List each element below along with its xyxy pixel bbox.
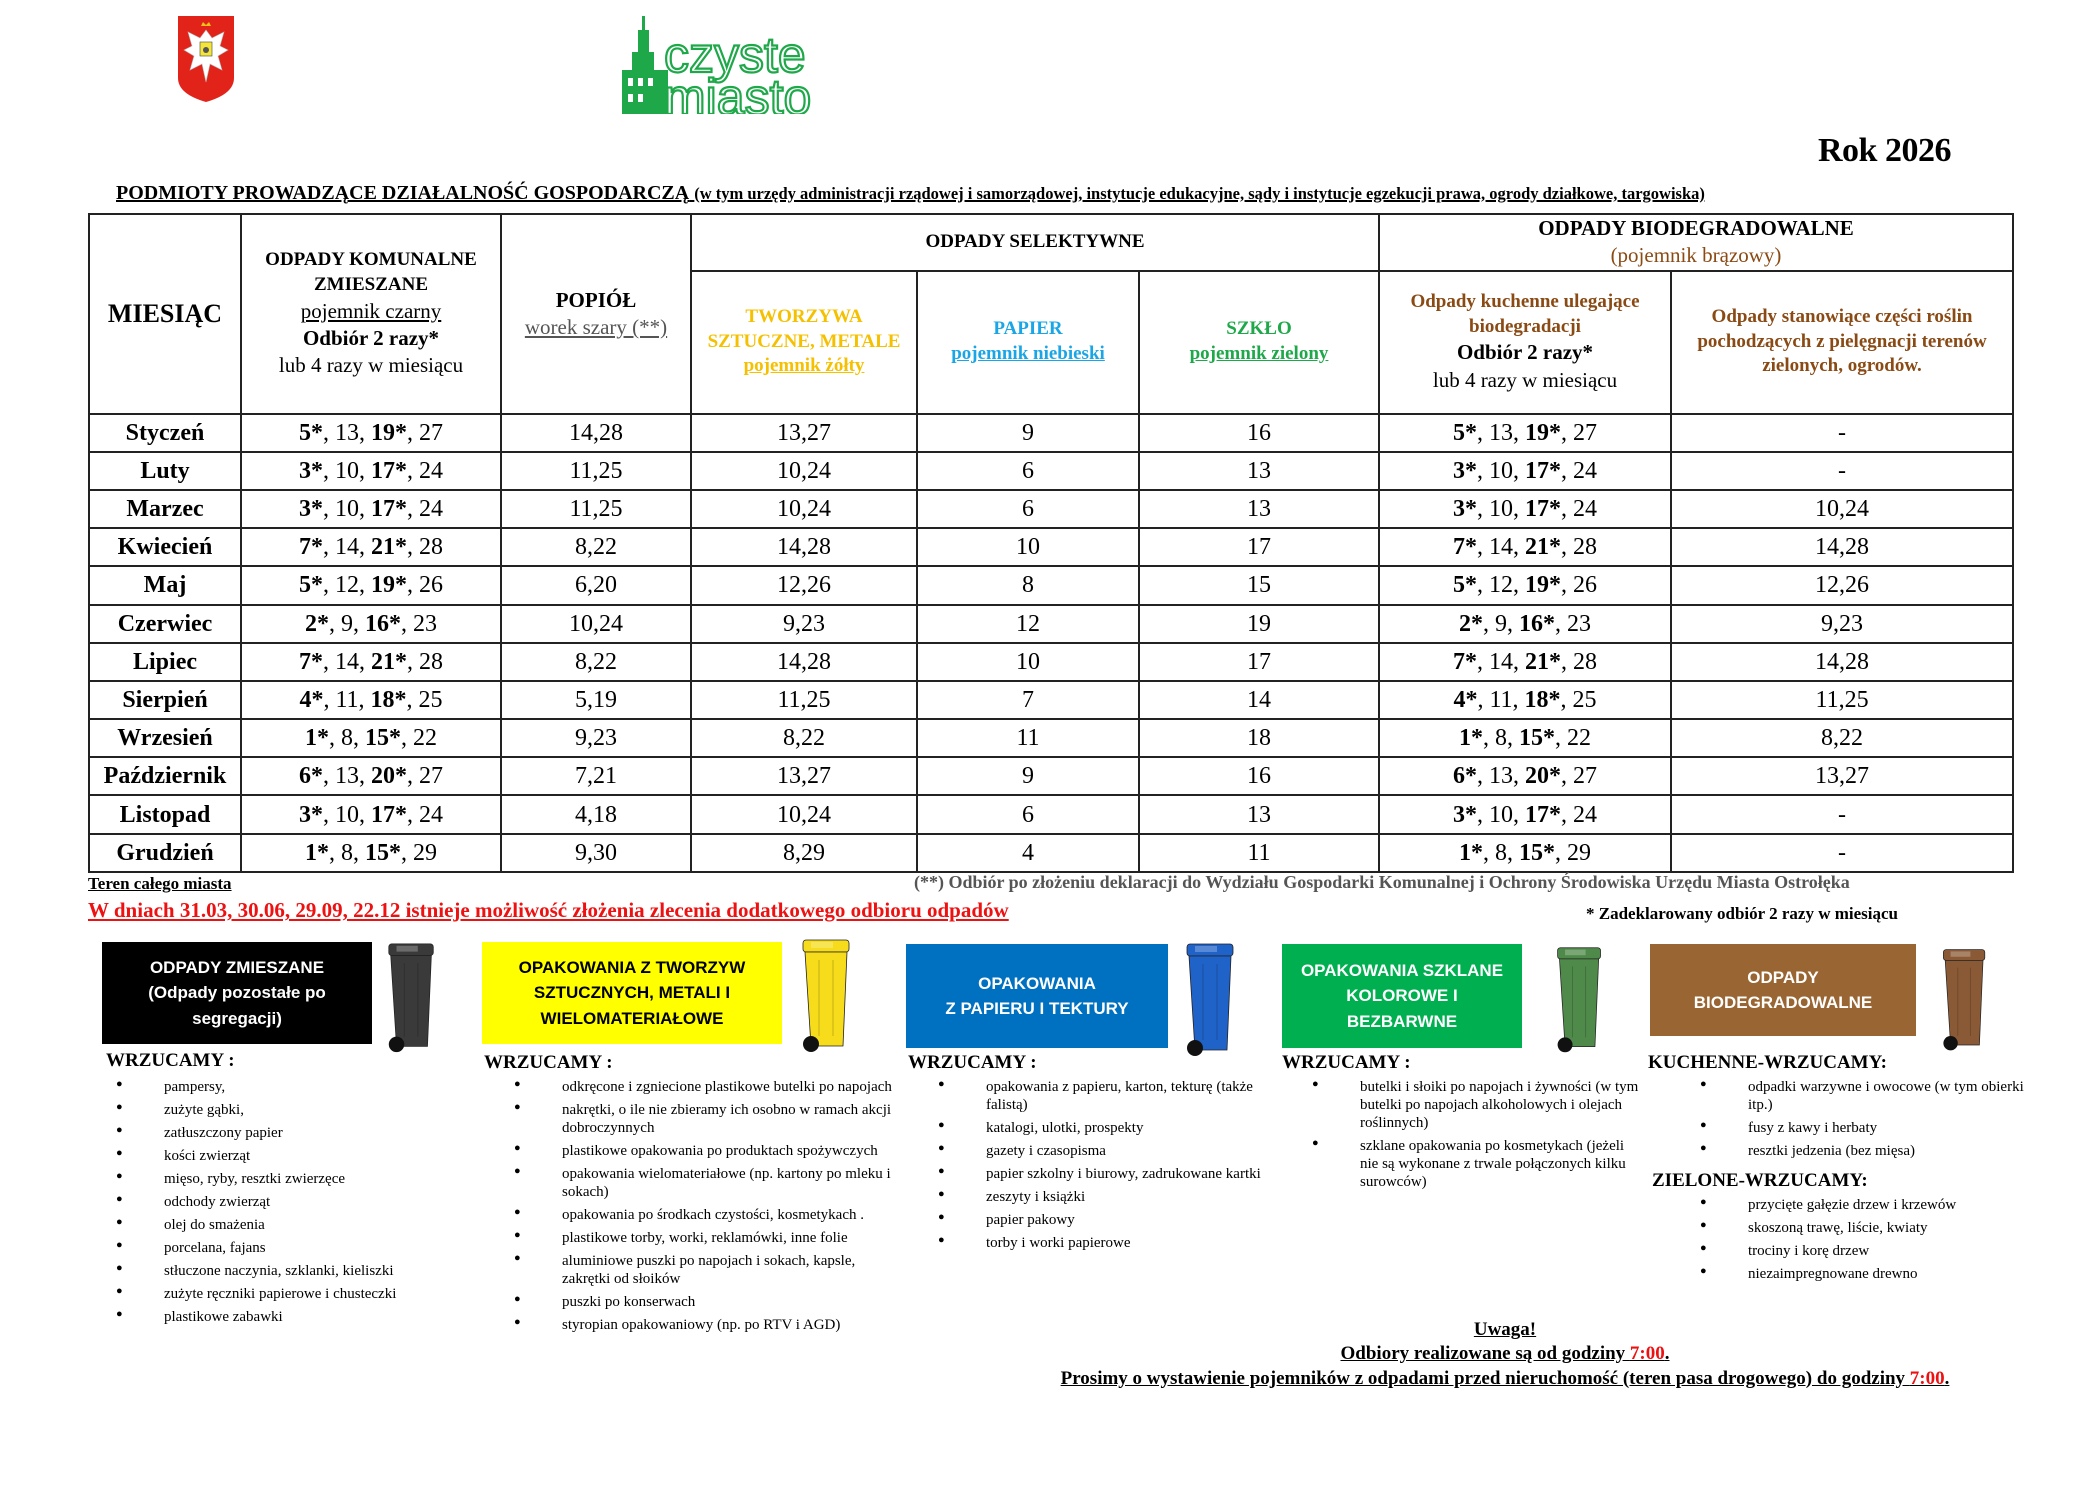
list-item: ● kości zwierząt	[116, 1147, 446, 1165]
schedule-rows	[89, 414, 2013, 872]
cell-green-dates: 13,27	[1671, 757, 2013, 795]
subtitle-main: PODMIOTY PROWADZĄCE DZIAŁALNOŚĆ GOSPODARCZĄ	[116, 182, 690, 204]
category-title-line: OPAKOWANIA	[978, 973, 1096, 993]
accepted-items-list	[938, 1078, 1268, 1257]
cell-kitchen-dates: 5*, 12, 19*, 26	[1379, 566, 1671, 604]
header-paper: PAPIER pojemnik niebieski	[917, 271, 1139, 414]
list-item: ● trociny i korę drzew	[1700, 1242, 2040, 1260]
list-item: ● papier szkolny i biurowy, zadrukowane kartki	[938, 1165, 1268, 1183]
cell-green-dates: -	[1671, 795, 2013, 833]
cell-ash-dates: 7,21	[501, 757, 691, 795]
cell-kitchen-dates: 5*, 13, 19*, 27	[1379, 414, 1671, 452]
cell-month: Październik	[89, 757, 241, 795]
warning-line-1: Odbiory realizowane są od godziny 7:00.	[1340, 1343, 1670, 1365]
accepted-items-heading: WRZUCAMY :	[484, 1052, 613, 1073]
cell-ash-dates: 9,23	[501, 719, 691, 757]
table-row	[89, 490, 2013, 528]
cell-ash-dates: 9,30	[501, 834, 691, 872]
category-title-line: KOLOROWE I	[1346, 986, 1458, 1006]
cell-paper-dates: 11	[917, 719, 1139, 757]
category-box	[1650, 944, 1916, 1036]
header-selective: ODPADY SELEKTYWNE	[691, 214, 1379, 271]
accepted-items-list-green	[1700, 1196, 2040, 1288]
table-row	[89, 528, 2013, 566]
list-item: ● plastikowe opakowania po produktach spożywczych	[514, 1142, 894, 1160]
category-title-line: segregacji)	[192, 1008, 282, 1028]
list-item: ● stłuczone naczynia, szklanki, kieliszki	[116, 1262, 446, 1280]
category-box	[906, 944, 1168, 1048]
accepted-items-heading-green: ZIELONE-WRZUCAMY:	[1652, 1170, 1868, 1191]
cell-month: Maj	[89, 566, 241, 604]
list-item: ● katalogi, ulotki, prospekty	[938, 1119, 1268, 1137]
cell-mixed-dates: 5*, 13, 19*, 27	[241, 414, 501, 452]
cell-mixed-dates: 7*, 14, 21*, 28	[241, 528, 501, 566]
list-item: ● zatłuszczony papier	[116, 1124, 446, 1142]
green-wheelie-bin-icon	[1552, 944, 1608, 1061]
area-note: Teren całego miasta	[88, 874, 232, 893]
cell-plastics-dates: 11,25	[691, 681, 917, 719]
list-item: ● skoszoną trawę, liście, kwiaty	[1700, 1219, 2040, 1237]
table-row	[89, 566, 2013, 604]
cell-ash-dates: 5,19	[501, 681, 691, 719]
list-item: ● opakowania z papieru, karton, tekturę (także falistą)	[938, 1078, 1268, 1114]
cell-plastics-dates: 10,24	[691, 452, 917, 490]
list-item: ● styropian opakowaniowy (np. po RTV i AGD)	[514, 1316, 894, 1334]
cell-glass-dates: 16	[1139, 757, 1379, 795]
cell-green-dates: 10,24	[1671, 490, 2013, 528]
accepted-items-list	[116, 1078, 446, 1331]
cell-paper-dates: 8	[917, 566, 1139, 604]
accepted-items-heading: KUCHENNE-WRZUCAMY:	[1648, 1052, 1887, 1073]
cell-month: Marzec	[89, 490, 241, 528]
category-title-line: WIELOMATERIAŁOWE	[540, 1008, 724, 1028]
list-item: ● nakrętki, o ile nie zbieramy ich osobno w ramach akcji dobroczynnych	[514, 1101, 894, 1137]
category-title-line: BIODEGRADOWALNE	[1693, 993, 1873, 1012]
subtitle-detail: (w tym urzędy administracji rządowej i samorządowej, instytucje edukacyjne, sądy i instytucje egzekucji prawa, ogrody działkowe, targowiska)	[694, 184, 1705, 203]
cell-kitchen-dates: 3*, 10, 17*, 24	[1379, 490, 1671, 528]
cell-ash-dates: 6,20	[501, 566, 691, 604]
list-item: ● zużyte gąbki,	[116, 1101, 446, 1119]
black-wheelie-bin-icon	[382, 940, 442, 1061]
asterisk-footnote: * Zadeklarowany odbiór 2 razy w miesiącu	[1586, 904, 1898, 923]
cell-paper-dates: 4	[917, 834, 1139, 872]
cell-ash-dates: 8,22	[501, 528, 691, 566]
cell-paper-dates: 7	[917, 681, 1139, 719]
header-green-waste: Odpady stanowiące części roślin pochodzących z pielęgnacji terenów zielonych, ogrodów.	[1671, 271, 2013, 414]
list-item: ● przycięte gałęzie drzew i krzewów	[1700, 1196, 2040, 1214]
cell-kitchen-dates: 1*, 8, 15*, 29	[1379, 834, 1671, 872]
cell-green-dates: 14,28	[1671, 528, 2013, 566]
cell-kitchen-dates: 6*, 13, 20*, 27	[1379, 757, 1671, 795]
list-item: ● fusy z kawy i herbaty	[1700, 1119, 2040, 1137]
category-title-line: BEZBARWNE	[1346, 1011, 1458, 1031]
category-title-line: Z PAPIERU I TEKTURY	[945, 999, 1129, 1018]
list-item: ● plastikowe torby, worki, reklamówki, inne folie	[514, 1229, 894, 1247]
list-item: ● szklane opakowania po kosmetykach (jeżeli nie są wykonane z trwale połączonych kilku surowców)	[1312, 1137, 1642, 1191]
cell-glass-dates: 17	[1139, 528, 1379, 566]
list-item: ● papier pakowy	[938, 1211, 1268, 1229]
category-box	[1282, 944, 1522, 1048]
category-title-line: ODPADY	[1747, 967, 1819, 987]
cell-mixed-dates: 7*, 14, 21*, 28	[241, 643, 501, 681]
list-item: ● puszki po konserwach	[514, 1293, 894, 1311]
list-item: ● gazety i czasopisma	[938, 1142, 1268, 1160]
czyste-miasto-logo	[620, 16, 880, 114]
table-row	[89, 795, 2013, 833]
category-box	[102, 942, 372, 1044]
cell-green-dates: -	[1671, 414, 2013, 452]
header-glass: SZKŁO pojemnik zielony	[1139, 271, 1379, 414]
cell-plastics-dates: 10,24	[691, 490, 917, 528]
cell-paper-dates: 12	[917, 605, 1139, 643]
svg-text:czyste: czyste	[664, 27, 806, 83]
cell-green-dates: 12,26	[1671, 566, 2013, 604]
list-item: ● niezaimpregnowane drewno	[1700, 1265, 2040, 1283]
cell-plastics-dates: 9,23	[691, 605, 917, 643]
table-row	[89, 452, 2013, 490]
extra-pickup-note: W dniach 31.03, 30.06, 29.09, 22.12 istnieje możliwość złożenia zlecenia dodatkowego odbioru odpadów	[88, 898, 1009, 922]
cell-month: Grudzień	[89, 834, 241, 872]
cell-mixed-dates: 4*, 11, 18*, 25	[241, 681, 501, 719]
accepted-items-list	[1312, 1078, 1642, 1196]
accepted-items-heading: WRZUCAMY :	[1282, 1052, 1411, 1073]
town-hall-tower-icon	[622, 16, 668, 114]
pickup-time-warning	[940, 1318, 2070, 1391]
cell-paper-dates: 9	[917, 414, 1139, 452]
table-row	[89, 834, 2013, 872]
header-biodegradable: ODPADY BIODEGRADOWALNE (pojemnik brązowy)	[1379, 214, 2013, 271]
cell-mixed-dates: 1*, 8, 15*, 22	[241, 719, 501, 757]
cell-glass-dates: 14	[1139, 681, 1379, 719]
category-title-line: ODPADY ZMIESZANE	[149, 957, 325, 977]
accepted-items-heading: WRZUCAMY :	[106, 1050, 235, 1071]
cell-glass-dates: 13	[1139, 490, 1379, 528]
list-item: ● plastikowe zabawki	[116, 1308, 446, 1326]
cell-month: Sierpień	[89, 681, 241, 719]
list-item: ● pampersy,	[116, 1078, 446, 1096]
cell-plastics-dates: 8,22	[691, 719, 917, 757]
cell-paper-dates: 10	[917, 528, 1139, 566]
ash-footnote: (**) Odbiór po złożeniu deklaracji do Wydziału Gospodarki Komunalnej i Ochrony Środowiska Urzędu Miasta Ostrołęka	[914, 872, 1850, 892]
cell-mixed-dates: 3*, 10, 17*, 24	[241, 452, 501, 490]
table-row	[89, 605, 2013, 643]
cell-green-dates: 14,28	[1671, 643, 2013, 681]
list-item: ● odpadki warzywne i owocowe (w tym obierki itp.)	[1700, 1078, 2040, 1114]
cell-mixed-dates: 1*, 8, 15*, 29	[241, 834, 501, 872]
cell-mixed-dates: 6*, 13, 20*, 27	[241, 757, 501, 795]
cell-month: Lipiec	[89, 643, 241, 681]
cell-glass-dates: 13	[1139, 795, 1379, 833]
cell-glass-dates: 15	[1139, 566, 1379, 604]
list-item: ● zużyte ręczniki papierowe i chusteczki	[116, 1285, 446, 1303]
list-item: ● aluminiowe puszki po napojach i sokach, kapsle, zakrętki od słoików	[514, 1252, 894, 1288]
cell-plastics-dates: 8,29	[691, 834, 917, 872]
collection-schedule-table	[88, 213, 2014, 873]
cell-green-dates: -	[1671, 834, 2013, 872]
cell-glass-dates: 16	[1139, 414, 1379, 452]
table-row	[89, 719, 2013, 757]
header-ash: POPIÓŁ worek szary (**)	[501, 214, 691, 414]
cell-mixed-dates: 3*, 10, 17*, 24	[241, 490, 501, 528]
cell-green-dates: 8,22	[1671, 719, 2013, 757]
list-item: ● butelki i słoiki po napojach i żywności (w tym butelki po napojach alkoholowych i olejach roślinnych)	[1312, 1078, 1642, 1132]
cell-plastics-dates: 14,28	[691, 643, 917, 681]
cell-paper-dates: 6	[917, 452, 1139, 490]
list-item: ● porcelana, fajans	[116, 1239, 446, 1257]
cell-paper-dates: 9	[917, 757, 1139, 795]
cell-green-dates: 11,25	[1671, 681, 2013, 719]
cell-plastics-dates: 10,24	[691, 795, 917, 833]
cell-kitchen-dates: 3*, 10, 17*, 24	[1379, 795, 1671, 833]
cell-month: Kwiecień	[89, 528, 241, 566]
table-row	[89, 681, 2013, 719]
list-item: ● zeszyty i książki	[938, 1188, 1268, 1206]
accepted-items-heading: WRZUCAMY :	[908, 1052, 1037, 1073]
city-coat-of-arms-icon	[178, 16, 234, 102]
category-title-line: SZTUCZNYCH, METALI I	[533, 983, 731, 1003]
cell-kitchen-dates: 7*, 14, 21*, 28	[1379, 528, 1671, 566]
table-row	[89, 414, 2013, 452]
svg-text:miasto: miasto	[664, 69, 812, 114]
list-item: ● resztki jedzenia (bez mięsa)	[1700, 1142, 2040, 1160]
cell-mixed-dates: 2*, 9, 16*, 23	[241, 605, 501, 643]
accepted-items-list	[514, 1078, 894, 1339]
cell-kitchen-dates: 7*, 14, 21*, 28	[1379, 643, 1671, 681]
cell-ash-dates: 11,25	[501, 490, 691, 528]
cell-ash-dates: 4,18	[501, 795, 691, 833]
category-title-line: OPAKOWANIA SZKLANE	[1300, 960, 1504, 980]
cell-month: Wrzesień	[89, 719, 241, 757]
cell-kitchen-dates: 2*, 9, 16*, 23	[1379, 605, 1671, 643]
cell-paper-dates: 6	[917, 795, 1139, 833]
cell-kitchen-dates: 3*, 10, 17*, 24	[1379, 452, 1671, 490]
category-box	[482, 942, 782, 1044]
cell-kitchen-dates: 1*, 8, 15*, 22	[1379, 719, 1671, 757]
cell-plastics-dates: 13,27	[691, 757, 917, 795]
header-plastics: TWORZYWA SZTUCZNE, METALE pojemnik żółty	[691, 271, 917, 414]
table-row	[89, 643, 2013, 681]
warning-title: Uwaga!	[1473, 1319, 1537, 1340]
cell-paper-dates: 10	[917, 643, 1139, 681]
yellow-wheelie-bin-icon	[796, 936, 858, 1061]
cell-month: Czerwiec	[89, 605, 241, 643]
header-month: MIESIĄC	[89, 214, 241, 414]
list-item: ● odkręcone i zgniecione plastikowe butelki po napojach	[514, 1078, 894, 1096]
cell-paper-dates: 6	[917, 490, 1139, 528]
cell-month: Luty	[89, 452, 241, 490]
cell-mixed-dates: 5*, 12, 19*, 26	[241, 566, 501, 604]
accepted-items-list	[1700, 1078, 2040, 1165]
cell-plastics-dates: 12,26	[691, 566, 917, 604]
cell-ash-dates: 10,24	[501, 605, 691, 643]
header-mixed-waste: ODPADY KOMUNALNE ZMIESZANE pojemnik czarny Odbiór 2 razy* lub 4 razy w miesiącu	[241, 214, 501, 414]
cell-month: Listopad	[89, 795, 241, 833]
cell-plastics-dates: 14,28	[691, 528, 917, 566]
warning-line-2: Prosimy o wystawienie pojemników z odpadami przed nieruchomość (teren pasa drogowego) do godziny 7:00.	[1060, 1367, 1950, 1389]
cell-glass-dates: 13	[1139, 452, 1379, 490]
blue-wheelie-bin-icon	[1180, 940, 1242, 1065]
cell-ash-dates: 8,22	[501, 643, 691, 681]
list-item: ● mięso, ryby, resztki zwierzęce	[116, 1170, 446, 1188]
list-item: ● opakowania wielomateriałowe (np. kartony po mleku i sokach)	[514, 1165, 894, 1201]
cell-kitchen-dates: 4*, 11, 18*, 25	[1379, 681, 1671, 719]
cell-glass-dates: 11	[1139, 834, 1379, 872]
brown-wheelie-bin-icon	[1938, 940, 1992, 1065]
list-item: ● odchody zwierząt	[116, 1193, 446, 1211]
cell-plastics-dates: 13,27	[691, 414, 917, 452]
cell-glass-dates: 19	[1139, 605, 1379, 643]
list-item: ● opakowania po środkach czystości, kosmetykach .	[514, 1206, 894, 1224]
year-label: Rok 2026	[1818, 132, 1951, 169]
category-title-line: (Odpady pozostałe po	[148, 983, 326, 1003]
cell-glass-dates: 18	[1139, 719, 1379, 757]
category-title-line: OPAKOWANIA Z TWORZYW	[518, 957, 746, 977]
table-row	[89, 757, 2013, 795]
cell-ash-dates: 14,28	[501, 414, 691, 452]
cell-month: Styczeń	[89, 414, 241, 452]
list-item: ● olej do smażenia	[116, 1216, 446, 1234]
header-kitchen-waste: Odpady kuchenne ulegające biodegradacji Odbiór 2 razy* lub 4 razy w miesiącu	[1379, 271, 1671, 414]
cell-glass-dates: 17	[1139, 643, 1379, 681]
cell-green-dates: -	[1671, 452, 2013, 490]
list-item: ● torby i worki papierowe	[938, 1234, 1268, 1252]
cell-mixed-dates: 3*, 10, 17*, 24	[241, 795, 501, 833]
cell-ash-dates: 11,25	[501, 452, 691, 490]
page-subtitle	[116, 182, 1705, 205]
cell-green-dates: 9,23	[1671, 605, 2013, 643]
